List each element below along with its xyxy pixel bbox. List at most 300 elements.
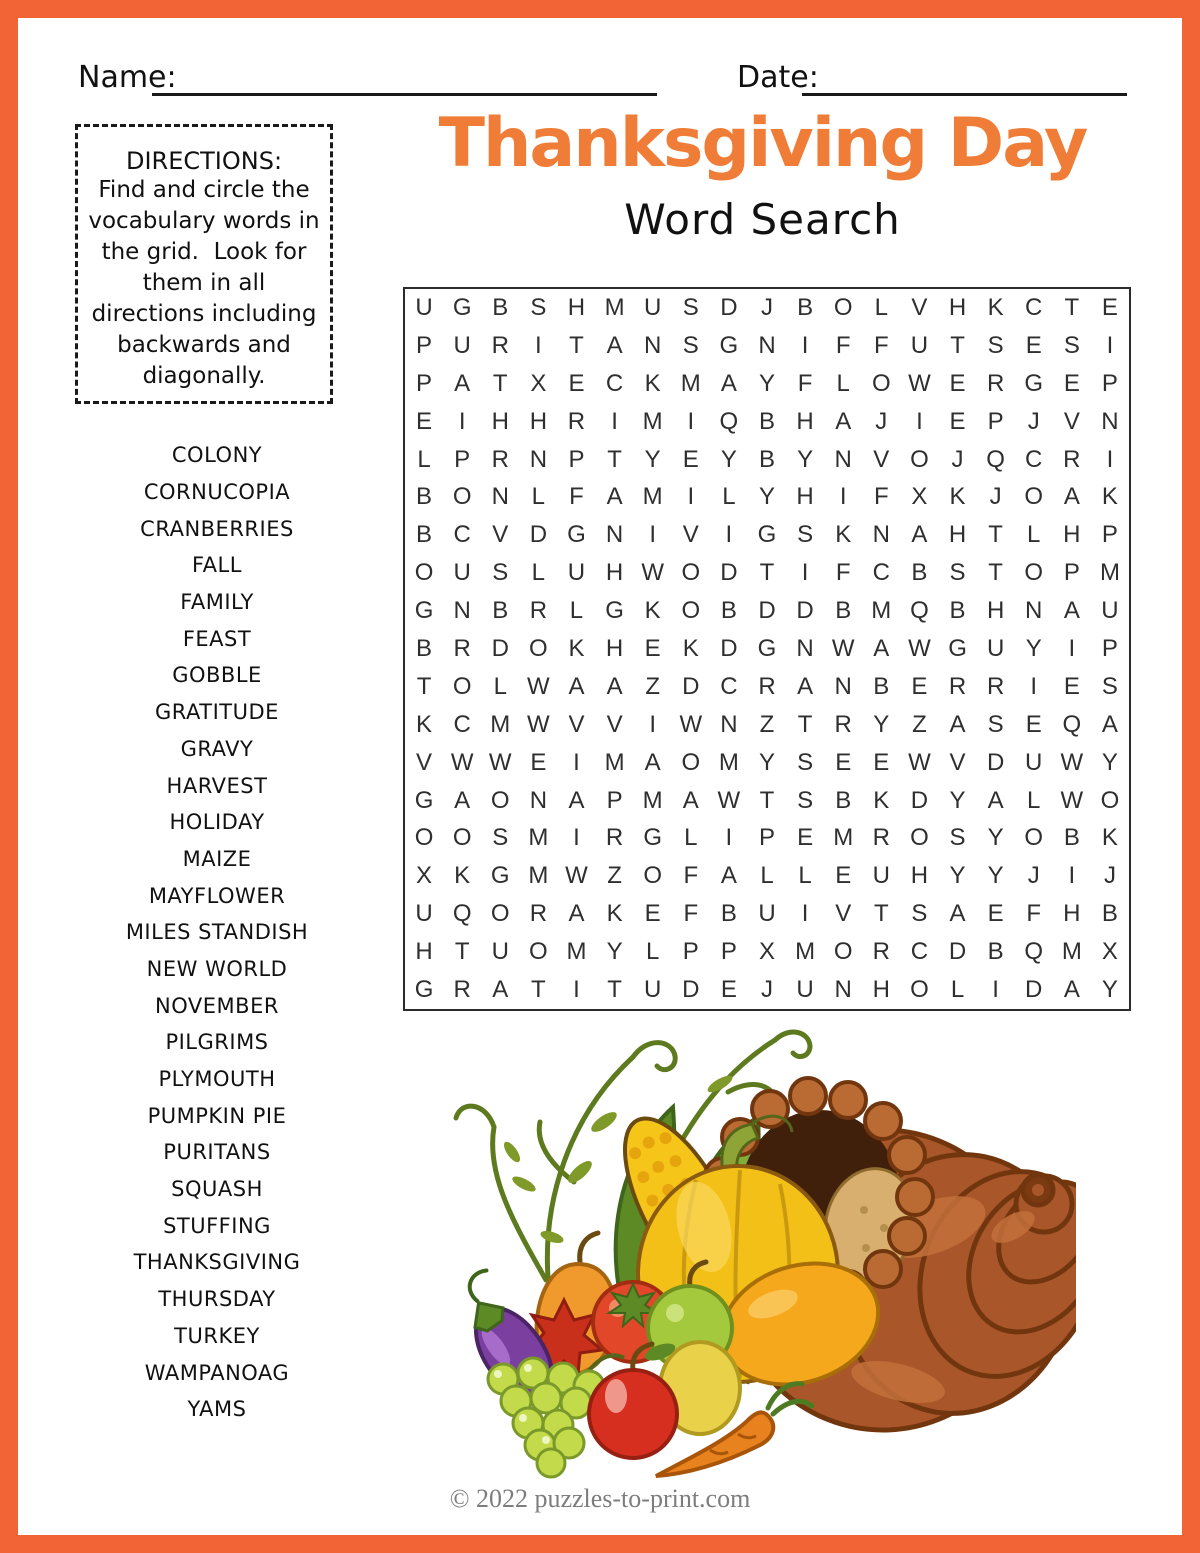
grid-cell: I [458, 407, 466, 435]
grid-cell: F [797, 369, 813, 397]
grid-cell: W [641, 559, 664, 587]
grid-cell: W [1060, 748, 1084, 776]
grid-cell: F [873, 331, 889, 359]
grid-cell: I [725, 824, 733, 852]
grid-cell: H [910, 862, 929, 890]
grid-cell: M [528, 824, 549, 852]
grid-cell: I [801, 900, 809, 928]
grid-cell: H [605, 559, 624, 587]
grid-cell: F [683, 862, 699, 890]
grid-cell: P [720, 938, 737, 966]
word-list-item: SQUASH [171, 1177, 263, 1202]
grid-cell: S [987, 331, 1004, 359]
grid-cell: I [801, 331, 809, 359]
date-blank-field[interactable] [802, 62, 1127, 96]
grid-cell: U [415, 900, 433, 928]
grid-cell: S [949, 559, 966, 587]
grid-cell: I [839, 483, 847, 511]
grid-cell: G [719, 331, 739, 359]
grid-cell: P [987, 407, 1004, 435]
grid-cell: Y [1101, 976, 1118, 1004]
grid-cell: I [573, 824, 580, 852]
grid-cell: R [453, 634, 471, 662]
grid-cell: S [987, 710, 1004, 738]
page-title: Thanksgiving Day [438, 104, 1087, 183]
grid-cell: A [644, 748, 661, 776]
grid-cell: Z [607, 862, 622, 890]
copyright-text: © 2022 puzzles-to-print.com [449, 1484, 751, 1513]
grid-cell: B [987, 938, 1004, 966]
word-list-item: FAMILY [180, 590, 254, 615]
grid-cell: L [646, 938, 660, 966]
grid-cell: Y [987, 862, 1004, 890]
grid-cell: T [569, 331, 584, 359]
grid-cell: N [1025, 597, 1043, 625]
grid-cell: A [492, 976, 509, 1004]
grid-cell: K [454, 862, 471, 890]
grid-cell: E [1025, 331, 1042, 359]
grid-cell: D [758, 597, 776, 625]
grid-cell: D [910, 786, 929, 814]
grid-cell: N [644, 331, 662, 359]
word-list-item: COLONY [171, 443, 263, 468]
grid-cell: Y [949, 786, 966, 814]
word-list-item: PURITANS [163, 1140, 271, 1165]
grid-cell: C [872, 559, 890, 587]
grid-cell: Y [758, 369, 775, 397]
word-list-item: NOVEMBER [155, 993, 279, 1018]
grid-cell: X [530, 369, 547, 397]
grid-cell: C [453, 710, 471, 738]
grid-cell: G [414, 976, 434, 1004]
grid-cell: M [1061, 938, 1082, 966]
grid-cell: B [1063, 824, 1080, 852]
word-list-item: TURKEY [174, 1323, 260, 1348]
grid-cell: E [1101, 293, 1118, 321]
grid-cell: R [1063, 445, 1081, 473]
directions-text: Find and circle the vocabulary words in the grid. Look for them in all directions including backwards and diagonally. [88, 177, 327, 389]
grid-cell: O [529, 634, 548, 662]
grid-cell: K [1101, 483, 1118, 511]
grid-cell: H [948, 293, 967, 321]
grid-cell: G [414, 597, 434, 625]
grid-cell: X [416, 862, 433, 890]
grid-cell: K [644, 597, 661, 625]
grid-cell: K [949, 483, 966, 511]
word-list-item: GRATITUDE [155, 700, 279, 725]
grid-cell: A [1101, 710, 1118, 738]
grid-cell: R [872, 938, 890, 966]
grid-cell: T [607, 976, 622, 1004]
grid-cell: S [1101, 672, 1118, 700]
grid-cell: H [567, 293, 586, 321]
grid-cell: Q [986, 445, 1005, 473]
grid-cell: N [834, 672, 852, 700]
grid-cell: I [535, 331, 542, 359]
grid-cell: A [1063, 483, 1080, 511]
grid-cell: M [795, 938, 816, 966]
grid-cell: E [1025, 710, 1042, 738]
grid-cell: D [986, 748, 1005, 776]
grid-cell: G [414, 786, 434, 814]
grid-cell: V [949, 748, 966, 776]
grid-cell: M [718, 748, 739, 776]
grid-cell: A [454, 786, 471, 814]
grid-cell: U [453, 559, 471, 587]
grid-cell: D [948, 938, 967, 966]
grid-cell: M [642, 407, 663, 435]
grid-cell: U [1101, 597, 1119, 625]
grid-cell: Q [1062, 710, 1082, 738]
grid-cell: J [1103, 862, 1116, 890]
grid-cell: L [798, 862, 812, 890]
directions-box [75, 124, 333, 404]
grid-cell: F [835, 331, 851, 359]
grid-cell: I [1106, 331, 1114, 359]
grid-cell: H [948, 521, 967, 549]
grid-cell: H [796, 407, 814, 435]
grid-cell: Q [910, 597, 929, 625]
title-block [390, 104, 1135, 244]
grid-cell: P [606, 786, 623, 814]
word-list-item: MAYFLOWER [148, 883, 286, 908]
grid-cell: H [1063, 900, 1081, 928]
grid-cell: A [1063, 597, 1080, 625]
grid-cell: R [834, 710, 852, 738]
grid-cell: N [605, 521, 624, 549]
grid-cell: P [1063, 559, 1080, 587]
grid-cell: D [491, 634, 509, 662]
grid-cell: Y [797, 445, 814, 473]
grid-cell: A [568, 786, 585, 814]
grid-cell: M [642, 786, 663, 814]
grid-cell: I [1068, 634, 1076, 662]
grid-cell: K [1101, 824, 1118, 852]
grid-cell: N [758, 331, 776, 359]
grid-cell: J [1027, 862, 1040, 890]
grid-cell: O [681, 559, 701, 587]
grid-cell: N [834, 976, 852, 1004]
word-list-item: FALL [192, 553, 242, 578]
grid-cell: L [874, 293, 888, 321]
grid-cell: R [758, 672, 776, 700]
grid-cell: N [720, 710, 738, 738]
grid-cell: B [873, 672, 890, 700]
grid-cell: W [908, 748, 931, 776]
grid-cell: H [872, 976, 890, 1004]
grid-cell: O [1024, 483, 1044, 511]
grid-cell: A [606, 331, 623, 359]
grid-cell: B [949, 597, 966, 625]
grid-cell: R [529, 900, 548, 928]
grid-cell: L [722, 483, 736, 511]
grid-cell: E [416, 407, 433, 435]
grid-cell: W [527, 672, 550, 700]
grid-cell: H [415, 938, 433, 966]
grid-cell: G [605, 597, 624, 625]
grid-cell: E [644, 634, 661, 662]
grid-cell: O [681, 748, 701, 776]
grid-cell: O [490, 900, 510, 928]
grid-cell: H [491, 407, 509, 435]
grid-cell: E [530, 748, 547, 776]
grid-cell: P [1101, 634, 1118, 662]
grid-cell: U [644, 976, 662, 1004]
grid-cell: X [1101, 938, 1118, 966]
word-list-item: THANKSGIVING [133, 1250, 301, 1275]
grid-cell: B [416, 521, 433, 549]
grid-cell: M [604, 748, 625, 776]
grid-cell: D [796, 597, 814, 625]
grid-cell: R [948, 672, 967, 700]
word-list-item: THURSDAY [158, 1287, 276, 1312]
grid-cell: L [417, 445, 431, 473]
grid-cell: E [720, 976, 737, 1004]
grid-cell: A [949, 900, 966, 928]
grid-cell: W [717, 786, 741, 814]
grid-cell: E [644, 900, 661, 928]
grid-cell: R [453, 976, 471, 1004]
grid-cell: G [757, 521, 777, 549]
grid-cell: A [987, 786, 1004, 814]
grid-cell: E [1063, 369, 1080, 397]
grid-cell: J [989, 483, 1002, 511]
grid-cell: M [680, 369, 701, 397]
grid-cell: J [760, 293, 773, 321]
grid-cell: O [452, 483, 472, 511]
grid-cell: O [414, 824, 434, 852]
grid-cell: V [1063, 407, 1080, 435]
grid-cell: Z [759, 710, 775, 738]
grid-cell: F [1026, 900, 1042, 928]
grid-cell: R [567, 407, 586, 435]
grid-cell: K [416, 710, 433, 738]
grid-cell: M [604, 293, 625, 321]
grid-cell: K [682, 634, 699, 662]
grid-cell: U [872, 862, 890, 890]
grid-cell: I [725, 521, 733, 549]
word-list-item: HARVEST [166, 773, 268, 798]
grid-cell: A [835, 407, 852, 435]
grid-cell: S [682, 293, 699, 321]
grid-cell: Q [1024, 938, 1044, 966]
grid-cell: G [643, 824, 663, 852]
grid-cell: P [1101, 521, 1118, 549]
grid-cell: O [490, 786, 510, 814]
grid-cell: U [567, 559, 586, 587]
grid-cell: N [1101, 407, 1119, 435]
grid-cell: A [720, 862, 737, 890]
grid-cell: I [1068, 862, 1076, 890]
grid-cell: U [758, 900, 776, 928]
grid-cell: U [910, 331, 929, 359]
grid-cell: I [992, 976, 999, 1004]
directions-heading: DIRECTIONS: [125, 147, 283, 175]
grid-cell: P [758, 824, 775, 852]
grid-cell: I [573, 976, 580, 1004]
word-list-item: FEAST [182, 626, 252, 651]
grid-cell: O [833, 938, 853, 966]
grid-cell: O [910, 824, 929, 852]
grid-cell: S [1063, 331, 1080, 359]
grid-cell: S [492, 559, 509, 587]
grid-cell: T [797, 710, 813, 738]
grid-cell: W [679, 710, 703, 738]
grid-cell: G [490, 862, 510, 890]
name-label: Name: [78, 60, 177, 95]
grid-cell: Y [606, 938, 623, 966]
word-list-item: YAMS [187, 1397, 247, 1422]
grid-cell: F [683, 900, 699, 928]
grid-cell: Z [912, 710, 927, 738]
date-label: Date: [737, 60, 819, 95]
grid-cell: E [911, 672, 928, 700]
name-blank-field[interactable] [152, 62, 657, 96]
grid-cell: W [527, 710, 550, 738]
grid-cell: N [796, 634, 814, 662]
grid-cell: C [910, 938, 929, 966]
grid-cell: B [720, 597, 737, 625]
grid-cell: A [949, 710, 966, 738]
grid-cell: I [687, 483, 695, 511]
grid-cell: S [682, 331, 699, 359]
grid-cell: A [873, 634, 890, 662]
grid-cell: B [492, 293, 509, 321]
grid-cell: B [492, 597, 509, 625]
grid-cell: Y [644, 445, 661, 473]
grid-cell: T [492, 369, 508, 397]
grid-cell: B [758, 445, 775, 473]
grid-cell: I [573, 748, 580, 776]
grid-cell: I [916, 407, 923, 435]
grid-cell: O [871, 369, 891, 397]
grid-cell: G [1024, 369, 1044, 397]
grid-cell: W [831, 634, 855, 662]
grid-cell: A [682, 786, 699, 814]
grid-cell: I [1030, 672, 1038, 700]
grid-cell: S [797, 748, 814, 776]
grid-cell: P [454, 445, 471, 473]
grid-cell: I [687, 407, 695, 435]
grid-cell: L [760, 862, 774, 890]
grid-cell: W [488, 748, 512, 776]
grid-cell: O [643, 862, 663, 890]
grid-cell: X [758, 938, 775, 966]
grid-cell: U [491, 938, 509, 966]
word-list-item: CRANBERRIES [140, 516, 294, 541]
grid-cell: I [801, 559, 809, 587]
grid-cell: L [950, 976, 965, 1004]
grid-cell: E [949, 407, 966, 435]
grid-cell: H [1063, 521, 1081, 549]
grid-cell: V [606, 710, 623, 738]
grid-cell: A [911, 521, 928, 549]
grid-cell: U [986, 634, 1005, 662]
grid-cell: A [454, 369, 471, 397]
grid-cell: A [1063, 976, 1080, 1004]
grid-cell: L [1027, 521, 1041, 549]
grid-cell: I [611, 407, 618, 435]
grid-cell: U [796, 976, 814, 1004]
grid-cell: B [911, 559, 928, 587]
grid-cell: V [911, 293, 928, 321]
grid-cell: R [491, 331, 509, 359]
grid-cell: S [530, 293, 547, 321]
word-list-item: STUFFING [163, 1213, 271, 1238]
grid-cell: Y [873, 710, 890, 738]
grid-cell: A [568, 672, 585, 700]
grid-cell: T [759, 786, 775, 814]
grid-cell: B [797, 293, 814, 321]
grid-cell: S [797, 786, 814, 814]
grid-cell: T [1064, 293, 1080, 321]
grid-cell: E [835, 862, 852, 890]
word-list-item: MILES STANDISH [125, 920, 309, 945]
grid-cell: Y [1025, 634, 1042, 662]
grid-cell: O [910, 976, 929, 1004]
word-list-item: PUMPKIN PIE [147, 1103, 287, 1128]
grid-cell: W [908, 369, 931, 397]
grid-cell: K [644, 369, 661, 397]
grid-cell: V [873, 445, 890, 473]
grid-cell: A [797, 672, 814, 700]
grid-cell: U [644, 293, 662, 321]
grid-cell: T [454, 938, 470, 966]
grid-cell: R [986, 369, 1005, 397]
grid-cell: M [833, 824, 854, 852]
grid-cell: J [875, 407, 888, 435]
grid-cell: T [416, 672, 432, 700]
grid-cell: T [950, 331, 965, 359]
grid-cell: M [871, 597, 892, 625]
grid-cell: C [453, 521, 471, 549]
grid-cell: I [649, 521, 657, 549]
grid-cell: F [569, 483, 584, 511]
grid-cell: U [453, 331, 471, 359]
grid-cell: E [1063, 672, 1080, 700]
word-list-item: HOLIDAY [169, 810, 265, 835]
grid-cell: D [682, 672, 700, 700]
grid-cell: O [529, 938, 548, 966]
grid-cell: A [568, 900, 585, 928]
grid-cell: B [835, 786, 852, 814]
grid-cell: E [949, 369, 966, 397]
grid-cell: M [642, 483, 663, 511]
grid-cell: B [416, 483, 433, 511]
grid-cell: P [416, 331, 433, 359]
grid-cell: E [987, 900, 1004, 928]
grid-cell: L [1027, 786, 1041, 814]
grid-cell: G [452, 293, 472, 321]
word-list [62, 437, 372, 1428]
grid-cell: B [416, 634, 433, 662]
grid-cell: H [605, 634, 624, 662]
grid-cell: I [649, 710, 657, 738]
grid-cell: T [988, 559, 1003, 587]
grid-cell: D [720, 559, 738, 587]
grid-cell: Y [1101, 748, 1118, 776]
grid-cell: O [681, 597, 701, 625]
grid-cell: E [797, 824, 814, 852]
grid-cell: Z [645, 672, 661, 700]
word-list-item: GRAVY [180, 736, 254, 761]
grid-cell: E [568, 369, 585, 397]
grid-cell: Y [758, 483, 775, 511]
grid-cell: K [873, 786, 890, 814]
grid-cell: N [834, 445, 852, 473]
grid-cell: W [1060, 786, 1084, 814]
grid-cell: B [1101, 900, 1118, 928]
